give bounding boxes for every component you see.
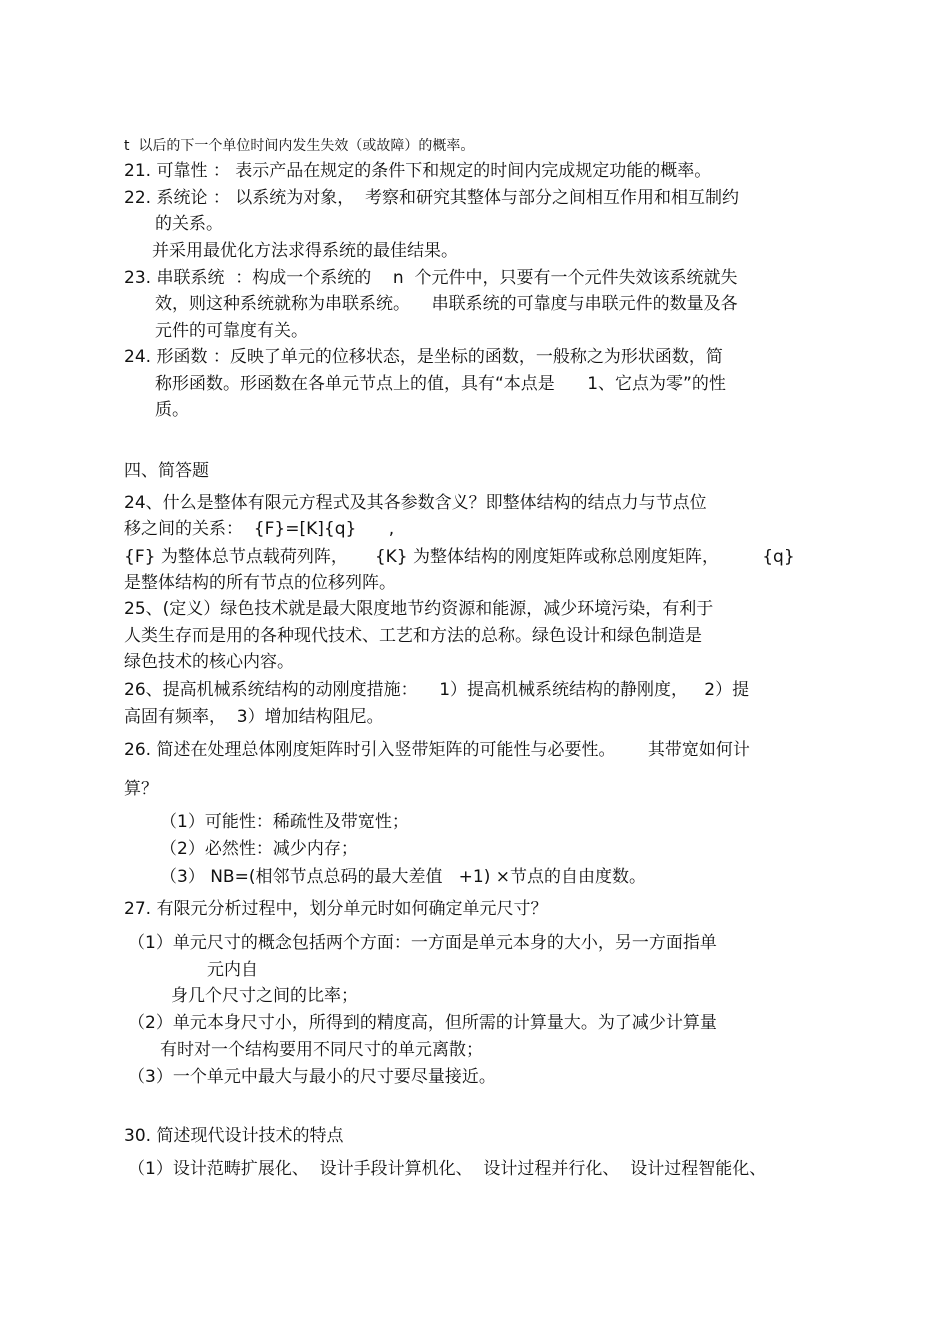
text-line: 有时对一个结构要用不同尺寸的单元离散；	[160, 1040, 483, 1060]
text-line: 24、什么是整体有限元方程式及其各参数含义？即整体结构的结点力与节点位	[124, 493, 707, 513]
text-line: 22. 系统论 ： 以系统为对象， 考察和研究其整体与部分之间相互作用和相互制约	[124, 188, 740, 208]
text-line: （1）可能性：稀疏性及带宽性；	[160, 812, 409, 832]
text-line: 质。	[155, 400, 189, 420]
text-line: （2）单元本身尺寸小，所得到的精度高，但所需的计算量大。为了减少计算量	[128, 1013, 717, 1033]
text-line: 的关系。	[155, 214, 223, 234]
text-line: 25、(定义）绿色技术就是最大限度地节约资源和能源，减少环境污染，有利于	[124, 599, 714, 619]
text-line: 效，则这种系统就称为串联系统。 串联系统的可靠度与串联元件的数量及各	[155, 294, 738, 314]
text-line: （3） NB=(相邻节点总码的最大差值 +1) ×节点的自由度数。	[160, 867, 647, 887]
text-line: 称形函数。形函数在各单元节点上的值，具有“本点是 1、它点为零”的性	[155, 374, 726, 394]
section-heading: 四、简答题	[124, 461, 209, 481]
text-line: 人类生存而是用的各种现代技术、工艺和方法的总称。绿色设计和绿色制造是	[124, 626, 702, 646]
text-line: （1）设计范畴扩展化、 设计手段计算机化、 设计过程并行化、 设计过程智能化、	[128, 1159, 767, 1179]
text-line: 元内自	[207, 960, 258, 980]
text-line: 高固有频率， 3）增加结构阻尼。	[124, 707, 384, 727]
text-line: 绿色技术的核心内容。	[124, 652, 294, 672]
text-line: 26、提高机械系统结构的动刚度措施： 1）提高机械系统结构的静刚度， 2）提	[124, 680, 750, 700]
text-line: 元件的可靠度有关。	[155, 321, 308, 341]
text-line: {F} 为整体总节点载荷列阵， {K} 为整体结构的刚度矩阵或称总刚度矩阵， {q}	[124, 547, 795, 567]
text-line: 30. 简述现代设计技术的特点	[124, 1126, 344, 1146]
text-line: 27. 有限元分析过程中，划分单元时如何确定单元尺寸？	[124, 899, 548, 919]
text-line: 算？	[124, 779, 158, 799]
text-line: （3）一个单元中最大与最小的尺寸要尽量接近。	[128, 1067, 496, 1087]
text-line: 身几个尺寸之间的比率；	[171, 986, 358, 1006]
text-line: （1）单元尺寸的概念包括两个方面：一方面是单元本身的大小，另一方面指单	[128, 933, 717, 953]
text-line: 23. 串联系统 ：构成一个系统的 n 个元件中，只要有一个元件失效该系统就失	[124, 268, 738, 288]
text-line: 移之间的关系： {F}=[K]{q} ,	[124, 519, 395, 539]
text-line: 并采用最优化方法求得系统的最佳结果。	[152, 241, 458, 261]
text-line: 21. 可靠性 ： 表示产品在规定的条件下和规定的时间内完成规定功能的概率。	[124, 161, 712, 181]
text-line: 24. 形函数 ：反映了单元的位移状态，是坐标的函数，一般称之为形状函数，简	[124, 347, 723, 367]
text-line: 26. 简述在处理总体刚度矩阵时引入竖带矩阵的可能性与必要性。 其带宽如何计	[124, 740, 750, 760]
text-line: （2）必然性：减少内存；	[160, 839, 358, 859]
text-line: 是整体结构的所有节点的位移列阵。	[124, 573, 396, 593]
text-line: t 以后的下一个单位时间内发生失效（或故障）的概率。	[124, 138, 475, 154]
